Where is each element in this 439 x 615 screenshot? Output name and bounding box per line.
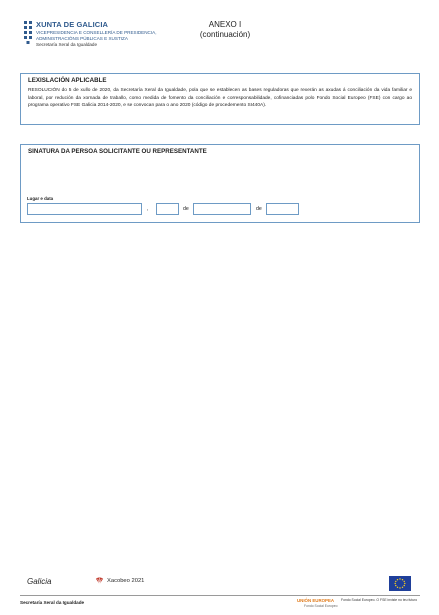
- fse-logo: UNIÓN EUROPEA: [297, 598, 335, 603]
- department-name: [36, 30, 157, 41]
- legislation-title: LEXISLACIÓN APLICABLE: [28, 77, 107, 84]
- xacobeo-shell-icon: [95, 576, 104, 585]
- legislation-text: RESOLUCIÓN do 5 de xullo de 2020, da Secretaría Xeral da Igualdade, pola que se establecen as bases reguladoras que rexerán as axudas á conciliación da vida familiar e laboral, por redución da xornada de traballo, como medida de fomento da conciliación e corresponsabilidade, cofinanciadas polo Fondo Social Europeo (FSE) con cargo ao programa operativo FSE Galicia 2014-2020, e se convocan para o ano 2020 (código de procedemento SI440A).: [28, 88, 412, 109]
- annex-subtitle: (continuación): [199, 30, 251, 39]
- footer-divider: [20, 595, 420, 596]
- eu-flag-icon: [389, 576, 411, 591]
- galicia-logo: Galicia: [27, 577, 52, 586]
- footer-secretaria: Secretaría Xeral da Igualdade: [20, 600, 85, 605]
- xunta-shield-icon: [23, 20, 33, 48]
- signature-title: SINATURA DA PERSOA SOLICITANTE OU REPRESENTANTE: [28, 148, 207, 155]
- de-separator-1: de: [183, 206, 189, 212]
- fse-motto: Fondo Social Europeo. O FSE inviste no teu futuro: [341, 598, 418, 602]
- department-line-2: ADMINISTRACIÓNS PÚBLICAS E XUSTIZA: [36, 35, 128, 41]
- place-date-label: Lugar e data: [27, 196, 54, 201]
- department-sub: Secretaría Xeral da Igualdade: [36, 42, 98, 47]
- org-name: XUNTA DE GALICIA: [36, 20, 109, 29]
- annex-title: ANEXO I: [208, 20, 242, 29]
- department-line-1: VICEPRESIDENCIA E CONSELLERÍA DE PRESIDENCIA,: [36, 30, 157, 35]
- month-field[interactable]: [193, 203, 251, 215]
- year-field[interactable]: [266, 203, 299, 215]
- place-field[interactable]: [27, 203, 142, 215]
- fse-subtitle: Fondo Social Europeo: [304, 604, 338, 608]
- day-field[interactable]: [156, 203, 179, 215]
- de-separator-2: de: [256, 206, 262, 212]
- annex-heading: [199, 20, 251, 40]
- xacobeo-logo: Xacobeo 2021: [107, 578, 145, 584]
- comma-separator: ,: [147, 206, 149, 212]
